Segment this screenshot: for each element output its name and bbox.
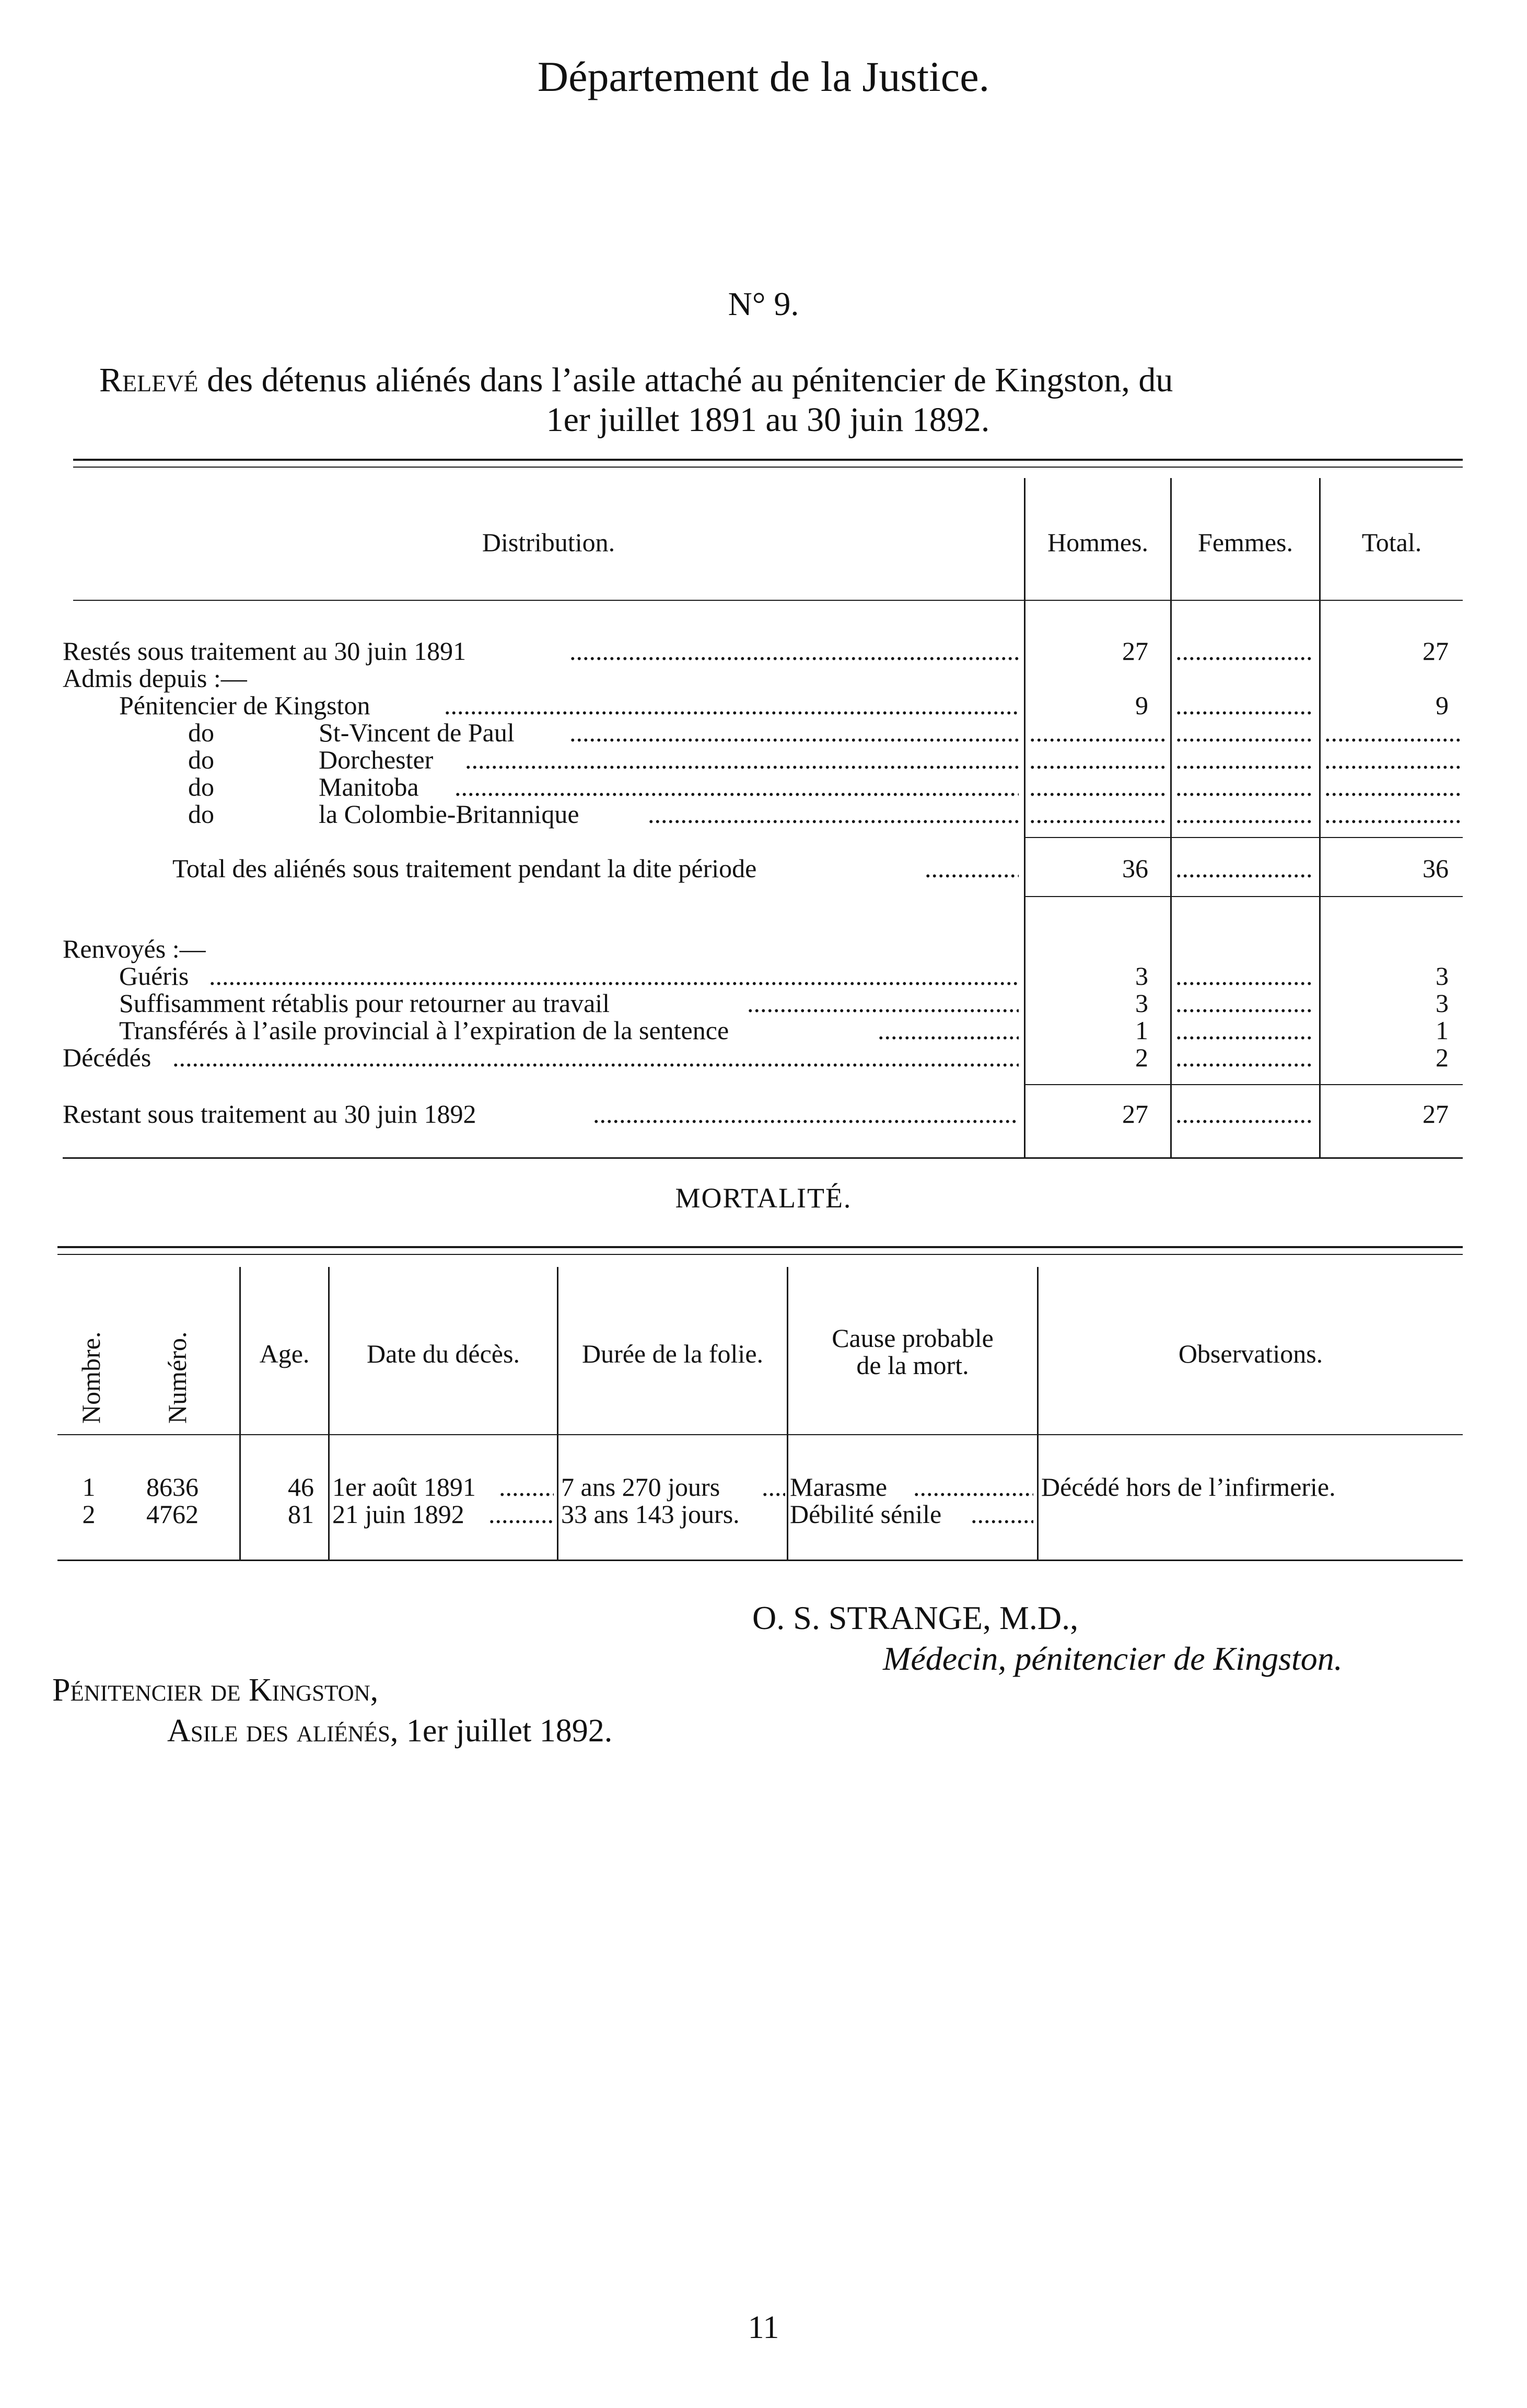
leader-dots bbox=[499, 1473, 554, 1500]
title-lead-word: Relevé bbox=[99, 361, 199, 399]
table-top-rule-thin bbox=[73, 467, 1463, 468]
hommes-value: 9 bbox=[1135, 691, 1148, 720]
date-value: 1er août 1891 bbox=[332, 1472, 476, 1502]
age-value: 81 bbox=[288, 1499, 314, 1529]
leader-dots bbox=[878, 1017, 1019, 1044]
femmes-leader bbox=[1175, 746, 1314, 773]
col-header-observations: Observations. bbox=[1178, 1339, 1323, 1368]
observation-value: Décédé hors de l’infirmerie. bbox=[1041, 1472, 1336, 1502]
leader-dots bbox=[569, 719, 1019, 746]
leader-dots bbox=[209, 962, 1019, 990]
signature-name: O. S. STRANGE, M.D., bbox=[752, 1599, 1079, 1636]
col-header-duree: Durée de la folie. bbox=[581, 1339, 764, 1368]
row-label: la Colombie-Britannique bbox=[319, 799, 579, 829]
place-line2 bbox=[167, 1713, 612, 1750]
row-label: Suffisamment rétablis pour retourner au travail bbox=[119, 988, 610, 1018]
hommes-value: 27 bbox=[1122, 636, 1148, 666]
col-header-distribution: Distribution. bbox=[482, 528, 615, 557]
total-leader bbox=[1324, 773, 1460, 800]
duree-value: 7 ans 270 jours bbox=[561, 1472, 720, 1502]
total-value: 27 bbox=[1423, 636, 1449, 666]
leader-dots bbox=[593, 1100, 1019, 1127]
col-header-cause-line1: Cause probable bbox=[832, 1323, 994, 1353]
document-number: N° 9. bbox=[728, 285, 799, 322]
signature-role: Médecin, pénitencier de Kingston. bbox=[883, 1640, 1343, 1677]
col-divider bbox=[1170, 478, 1172, 1157]
numero-value: 8636 bbox=[146, 1472, 199, 1502]
leader-dots bbox=[648, 800, 1019, 828]
total-value: 1 bbox=[1436, 1016, 1449, 1045]
hommes-value: 36 bbox=[1122, 854, 1148, 883]
leader-dots bbox=[465, 746, 1019, 773]
total-value: 27 bbox=[1423, 1099, 1449, 1129]
femmes-leader bbox=[1175, 962, 1314, 990]
header-rule bbox=[57, 1434, 1463, 1435]
table-top-rule bbox=[73, 459, 1463, 461]
ditto-mark: do bbox=[188, 745, 214, 774]
total-leader bbox=[1324, 800, 1460, 828]
table-bottom-rule bbox=[57, 1560, 1463, 1561]
subtotal-rule bbox=[1024, 896, 1463, 897]
hommes-value: 3 bbox=[1135, 988, 1148, 1018]
hommes-leader bbox=[1029, 746, 1165, 773]
leader-dots bbox=[444, 692, 1019, 719]
col-header-date: Date du décès. bbox=[367, 1339, 520, 1368]
ditto-mark: do bbox=[188, 799, 214, 829]
page-number: 11 bbox=[748, 2310, 779, 2345]
leader-dots bbox=[913, 1473, 1033, 1500]
hommes-value: 1 bbox=[1135, 1016, 1148, 1045]
row-label: Restant sous traitement au 30 juin 1892 bbox=[63, 1099, 476, 1129]
col-header-nombre: Nombre. bbox=[76, 1331, 106, 1424]
col-divider bbox=[787, 1267, 788, 1560]
femmes-leader bbox=[1175, 719, 1314, 746]
table-bottom-rule bbox=[63, 1157, 1463, 1159]
age-value: 46 bbox=[288, 1472, 314, 1502]
row-label: Transférés à l’asile provincial à l’expiration de la sentence bbox=[119, 1016, 729, 1045]
row-label: Décédés bbox=[63, 1043, 151, 1072]
document-title bbox=[99, 360, 1437, 440]
femmes-leader bbox=[1175, 692, 1314, 719]
hommes-value: 27 bbox=[1122, 1099, 1148, 1129]
mortality-heading: MORTALITÉ. bbox=[675, 1182, 852, 1214]
col-header-cause-line2: de la mort. bbox=[856, 1351, 969, 1380]
hommes-leader bbox=[1029, 800, 1165, 828]
asylum-name: Asile des aliénés, bbox=[167, 1713, 399, 1749]
row-label: Total des aliénés sous traitement pendant la dite période bbox=[172, 854, 757, 883]
femmes-leader bbox=[1175, 1017, 1314, 1044]
total-value: 9 bbox=[1436, 691, 1449, 720]
title-line2: 1er juillet 1891 au 30 juin 1892. bbox=[546, 401, 990, 439]
hommes-value: 2 bbox=[1135, 1043, 1148, 1072]
row-label: Restés sous traitement au 30 juin 1891 bbox=[63, 636, 467, 666]
row-label: St-Vincent de Paul bbox=[319, 718, 515, 747]
femmes-leader bbox=[1175, 773, 1314, 800]
hommes-leader bbox=[1029, 773, 1165, 800]
total-value: 2 bbox=[1436, 1043, 1449, 1072]
header-rule bbox=[73, 600, 1463, 601]
nombre-value: 1 bbox=[82, 1472, 96, 1502]
leader-dots bbox=[925, 855, 1019, 882]
col-divider bbox=[328, 1267, 330, 1560]
femmes-leader bbox=[1175, 637, 1314, 665]
total-value: 3 bbox=[1436, 961, 1449, 991]
femmes-leader bbox=[1175, 1100, 1314, 1127]
subtotal-rule bbox=[1024, 1084, 1463, 1085]
table-top-rule bbox=[57, 1246, 1463, 1248]
leader-dots bbox=[172, 1044, 1019, 1071]
date-value: 21 juin 1892 bbox=[332, 1499, 464, 1529]
table-top-rule-thin bbox=[57, 1254, 1463, 1255]
femmes-leader bbox=[1175, 855, 1314, 882]
row-label: Admis depuis :— bbox=[63, 664, 247, 693]
row-label: Manitoba bbox=[319, 772, 419, 801]
leader-dots bbox=[971, 1500, 1033, 1528]
leader-dots bbox=[569, 637, 1019, 665]
place-date: 1er juillet 1892. bbox=[398, 1713, 613, 1749]
row-label: Pénitencier de Kingston bbox=[119, 691, 370, 720]
col-header-total: Total. bbox=[1361, 528, 1422, 557]
row-label: Dorchester bbox=[319, 745, 434, 774]
department-heading: Département de la Justice. bbox=[537, 53, 990, 100]
ditto-mark: do bbox=[188, 772, 214, 801]
col-header-hommes: Hommes. bbox=[1047, 528, 1149, 557]
femmes-leader bbox=[1175, 800, 1314, 828]
cause-value: Débilité sénile bbox=[790, 1499, 942, 1529]
col-header-age: Age. bbox=[259, 1339, 310, 1368]
total-value: 3 bbox=[1436, 988, 1449, 1018]
row-label: Guéris bbox=[119, 961, 189, 991]
col-divider bbox=[557, 1267, 558, 1560]
total-leader bbox=[1324, 746, 1460, 773]
ditto-mark: do bbox=[188, 718, 214, 747]
femmes-leader bbox=[1175, 1044, 1314, 1071]
femmes-leader bbox=[1175, 990, 1314, 1017]
hommes-value: 3 bbox=[1135, 961, 1148, 991]
cause-value: Marasme bbox=[790, 1472, 888, 1502]
total-leader bbox=[1324, 719, 1460, 746]
nombre-value: 2 bbox=[82, 1499, 96, 1529]
total-value: 36 bbox=[1423, 854, 1449, 883]
place-line1: Pénitencier de Kingston, bbox=[52, 1672, 379, 1708]
col-divider bbox=[1037, 1267, 1039, 1560]
title-line1: des détenus aliénés dans l’asile attaché au pénitencier de Kingston, du bbox=[198, 361, 1173, 399]
leader-dots bbox=[488, 1500, 554, 1528]
duree-value: 33 ans 143 jours. bbox=[561, 1499, 740, 1529]
leader-dots bbox=[454, 773, 1019, 800]
numero-value: 4762 bbox=[146, 1499, 199, 1529]
leader-dots bbox=[762, 1473, 785, 1500]
leader-dots bbox=[747, 990, 1019, 1017]
col-header-femmes: Femmes. bbox=[1198, 528, 1293, 557]
row-label: Renvoyés :— bbox=[63, 934, 206, 963]
hommes-leader bbox=[1029, 719, 1165, 746]
subtotal-rule bbox=[1024, 837, 1463, 838]
col-header-numero: Numéro. bbox=[162, 1331, 192, 1424]
